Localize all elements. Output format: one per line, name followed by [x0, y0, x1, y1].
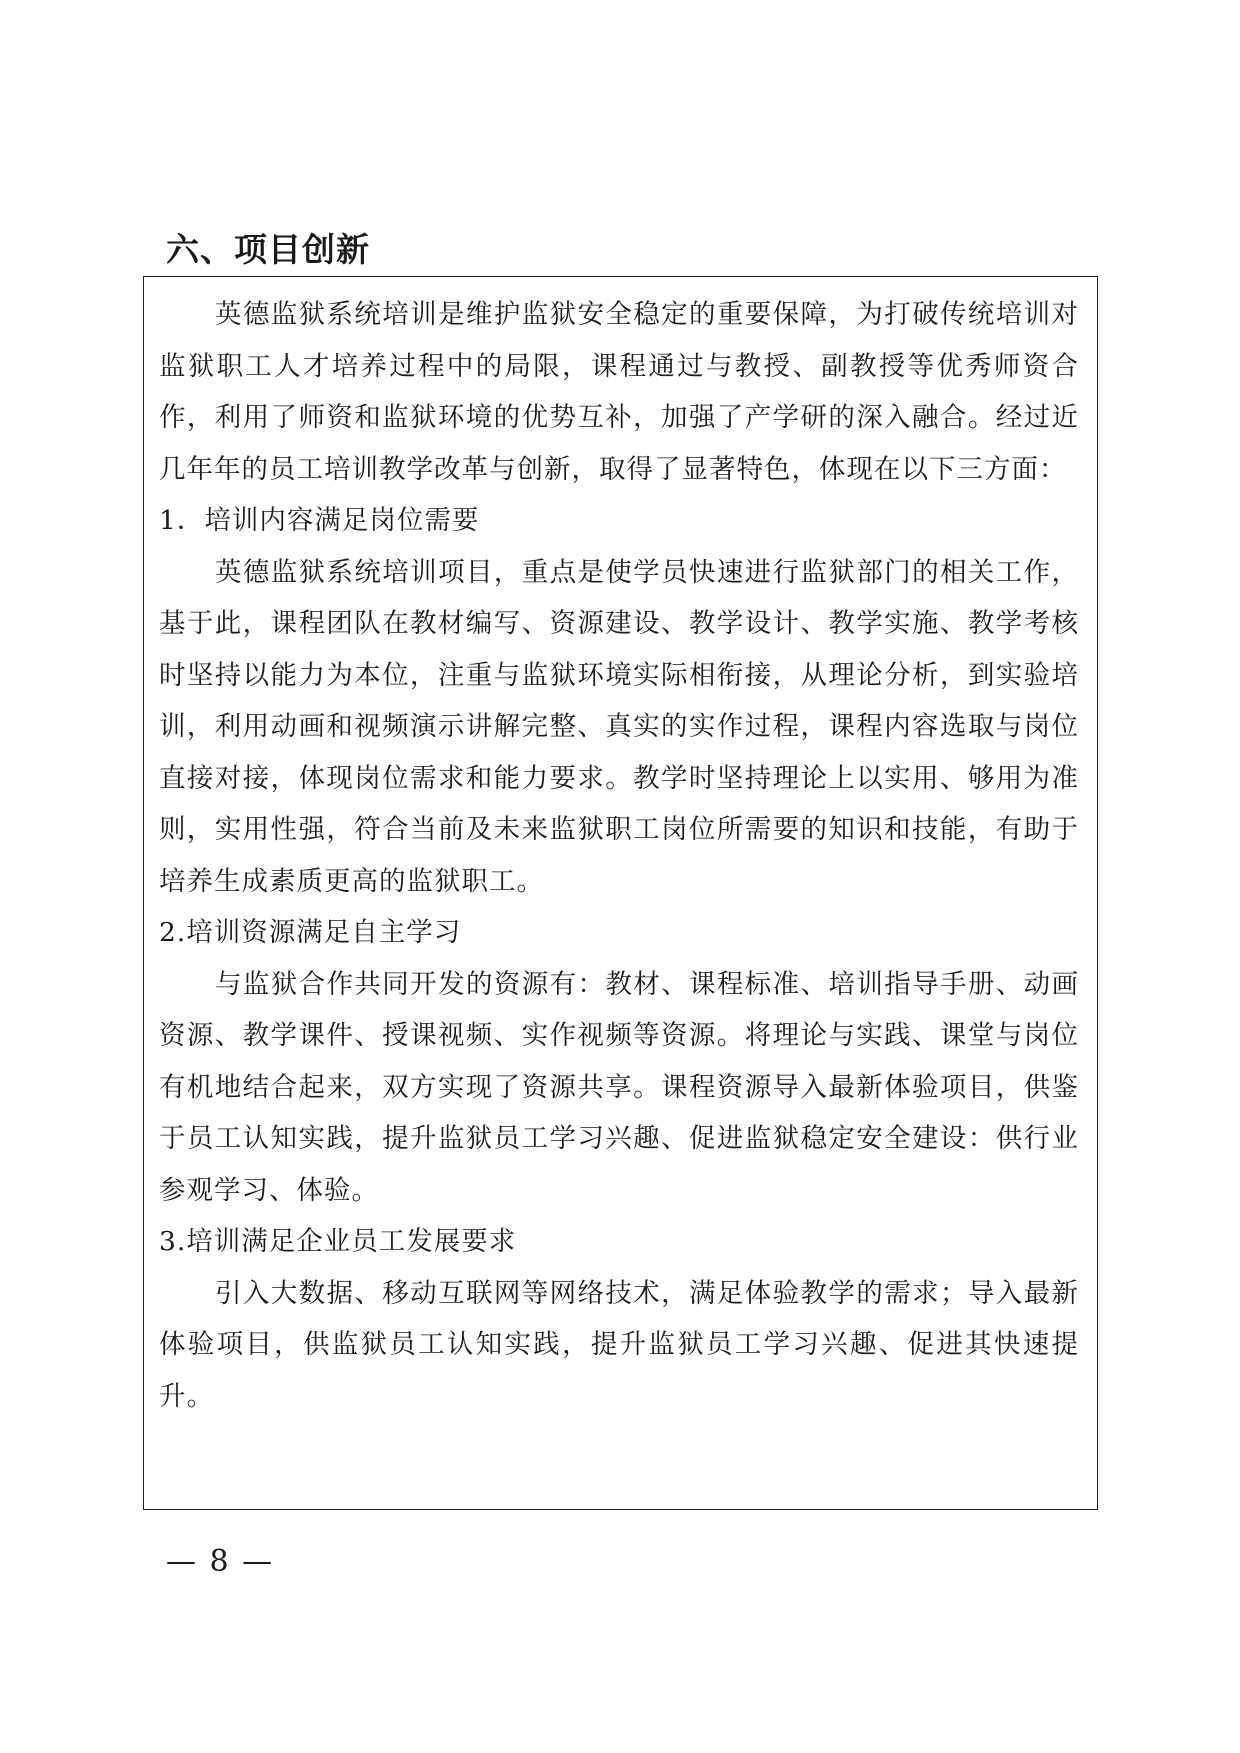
subheading-1: 1．培训内容满足岗位需要: [159, 505, 480, 536]
section-title: 六、项目创新: [166, 230, 370, 269]
intro-paragraph: 英德监狱系统培训是维护监狱安全稳定的重要保障，为打破传统培训对监狱职工人才培养过程中的局限，课程通过与教授、副教授等优秀师资合作，利用了师资和监狱环境的优势互补，加强了产学研的深入融合。经过近几年年的员工培训教学改革与创新，取得了显著特色，体现在以下三方面：: [159, 299, 1079, 485]
body-paragraph-1: 英德监狱系统培训项目，重点是使学员快速进行监狱部门的相关工作，基于此，课程团队在教材编写、资源建设、教学设计、教学实施、教学考核时坚持以能力为本位，注重与监狱环境实际相衔接，从理论分析，到实验培训，利用动画和视频演示讲解完整、真实的实作过程，课程内容选取与岗位直接对接，体现岗位需求和能力要求。教学时坚持理论上以实用、够用为准则，实用性强，符合当前及未来监狱职工岗位所需要的知识和技能，有助于培养生成素质更高的监狱职工。: [159, 556, 1079, 897]
body-paragraph-2: 与监狱合作共同开发的资源有：教材、课程标准、培训指导手册、动画资源、教学课件、授课视频、实作视频等资源。将理论与实践、课堂与岗位有机地结合起来，双方实现了资源共享。课程资源导入最新体验项目，供鉴于员工认知实践，提升监狱员工学习兴趣、促进监狱稳定安全建设：供行业参观学习、体验。: [159, 968, 1079, 1206]
body-paragraph-3: 引入大数据、移动互联网等网络技术，满足体验教学的需求；导入最新体验项目，供监狱员工认知实践，提升监狱员工学习兴趣、促进其快速提升。: [159, 1277, 1079, 1412]
content-box: [143, 276, 1098, 1510]
page-number: — 8 —: [166, 1544, 275, 1579]
subheading-2: 2.培训资源满足自主学习: [159, 917, 462, 948]
subheading-3: 3.培训满足企业员工发展要求: [159, 1226, 517, 1257]
